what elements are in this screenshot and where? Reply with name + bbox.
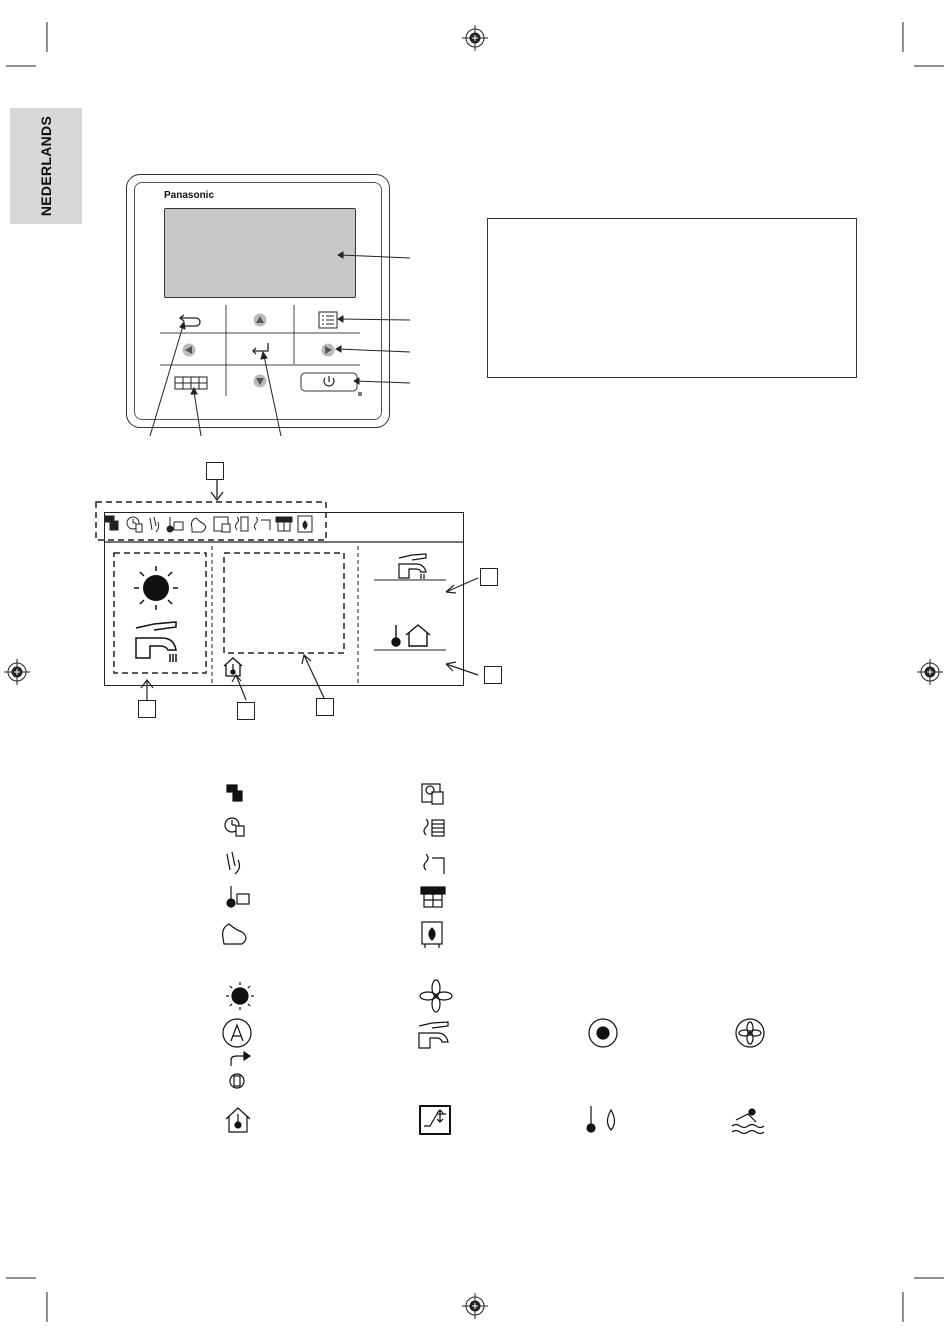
callout-box-a: [480, 568, 498, 586]
auto-icon: [223, 1019, 251, 1047]
system-icon: [227, 785, 242, 801]
timer-icon: [225, 818, 244, 836]
auto-heat-icon: [589, 1019, 617, 1047]
callout-box-e: [316, 698, 334, 716]
callout-box-d: [237, 702, 255, 720]
callout-box-c: [138, 700, 156, 718]
service-icon: [422, 784, 443, 804]
sun-icon: [226, 982, 254, 1010]
solar-icon: [421, 887, 445, 907]
hand-icon: [227, 852, 239, 874]
demand-icon: [420, 1106, 450, 1134]
boiler-icon: [422, 922, 442, 948]
heater-tap-icon: [424, 854, 444, 874]
legend-icons: [0, 770, 950, 1140]
fan-icon: [420, 980, 452, 1012]
powerful-icon: [223, 924, 246, 944]
swimming-icon: [732, 1109, 764, 1134]
thermometer-icon: [227, 886, 249, 907]
house-thermometer-icon: [226, 1108, 250, 1132]
tap-icon: [419, 1022, 448, 1048]
brand-logo: Panasonic: [164, 190, 215, 201]
heater-list-icon: [424, 819, 444, 836]
auto-cool-icon: [736, 1019, 764, 1047]
dry-contact-icon: [230, 1052, 250, 1088]
language-label: NEDERLANDS: [38, 115, 54, 217]
callout-box-b: [484, 666, 502, 684]
thermometer-drop-icon: [587, 1106, 615, 1132]
